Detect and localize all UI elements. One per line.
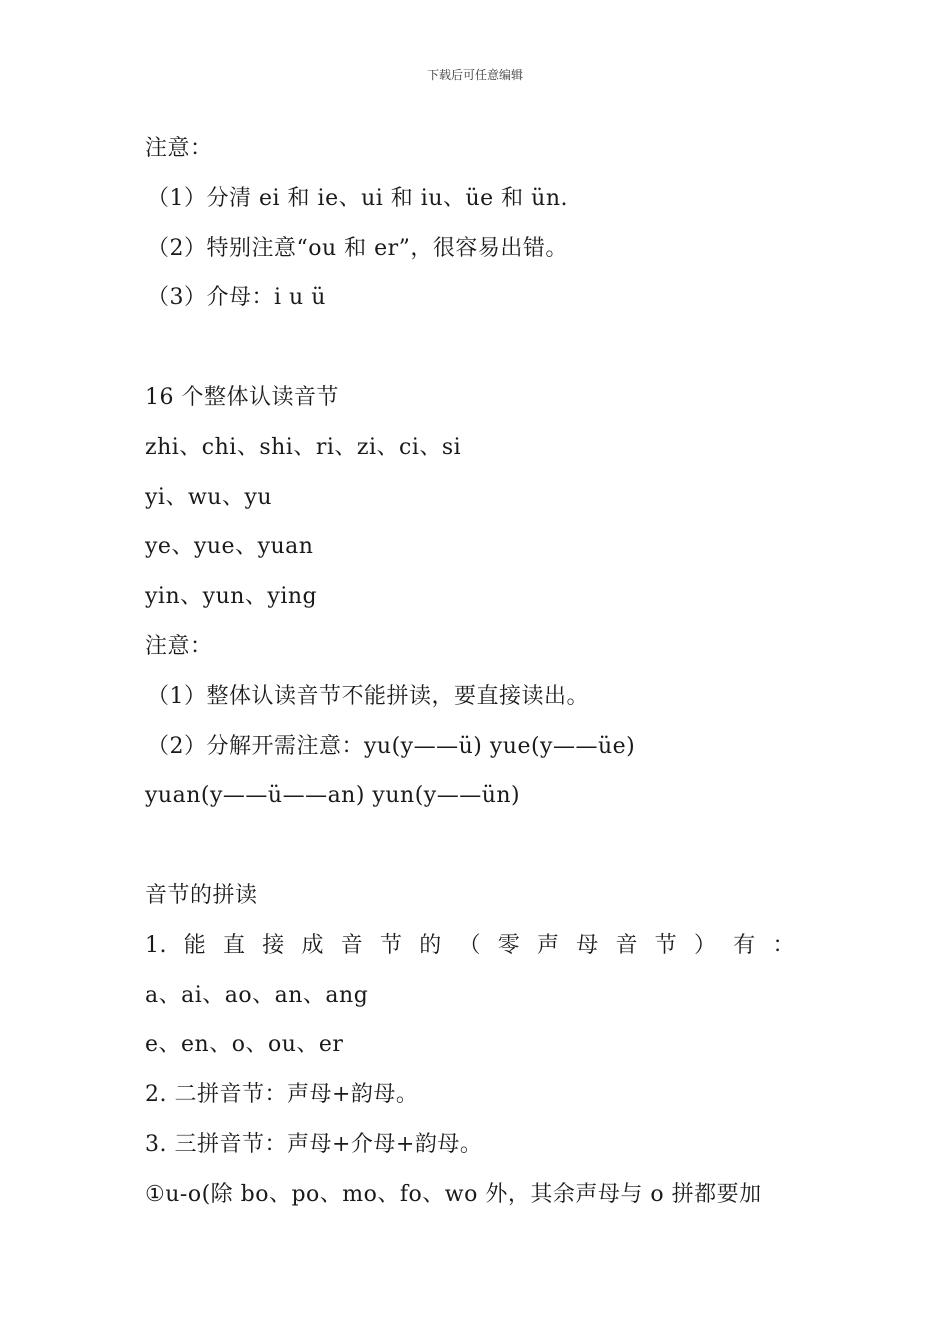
char: 节 xyxy=(654,932,678,958)
note-item-1: （1）分清 ei 和 ie、ui 和 iu、üe 和 ün. xyxy=(147,185,568,211)
syllable-row-2: yi、wu、yu xyxy=(145,484,273,510)
spacer xyxy=(145,827,815,877)
char: 成 xyxy=(301,932,324,958)
note2-item-2-continued: yuan(y——ü——an) yun(y——ün) xyxy=(145,783,521,809)
char: 的 xyxy=(419,932,442,958)
char: 节 xyxy=(379,932,403,958)
char: 能 xyxy=(183,932,207,958)
note-title: 注意： xyxy=(145,136,213,161)
syllable-row-4: yin、yun、ying xyxy=(145,584,318,610)
zero-initial-heading xyxy=(145,927,795,977)
char: 声 xyxy=(536,932,560,958)
note-item-3: （3）介母：i u ü xyxy=(147,285,326,311)
syllable-row-3: ye、yue、yuan xyxy=(145,534,314,560)
uo-rule: ①u-o(除 bo、po、mo、fo、wo 外，其余声母与 o 拼都要加 xyxy=(145,1181,762,1207)
char: ： xyxy=(772,932,795,958)
spacer xyxy=(145,329,815,379)
note2-item-1: （1）整体认读音节不能拼读，要直接读出。 xyxy=(147,683,589,709)
char: 直 xyxy=(222,932,246,958)
char: 音 xyxy=(615,932,638,958)
section-title-syllable-reading: 音节的拼读 xyxy=(145,882,258,908)
syllable-row-1: zhi、chi、shi、ri、zi、ci、si xyxy=(145,434,462,460)
document-body xyxy=(145,130,815,1226)
section-title-whole-syllables: 16 个整体认读音节 xyxy=(145,384,339,410)
char: 1. xyxy=(145,932,167,958)
char: ） xyxy=(693,932,717,958)
char: 零 xyxy=(497,932,521,958)
note-item-2: （2）特别注意“ou 和 er”，很容易出错。 xyxy=(147,235,568,261)
char: 母 xyxy=(576,932,599,958)
page-header: 下载后可任意编辑 xyxy=(426,68,523,82)
char: 接 xyxy=(262,932,285,958)
char: 有 xyxy=(733,932,756,958)
note2-item-2: （2）分解开需注意：yu(y——ü) yue(y——üe) xyxy=(147,733,636,759)
zero-initial-row-1: a、ai、ao、an、ang xyxy=(145,982,369,1008)
note-title-2: 注意： xyxy=(145,633,213,659)
char: 音 xyxy=(340,932,364,958)
two-part-syllable: 2. 二拼音节：声母+韵母。 xyxy=(145,1082,419,1108)
char: （ xyxy=(458,932,481,958)
zero-initial-row-2: e、en、o、ou、er xyxy=(145,1032,344,1058)
three-part-syllable: 3. 三拼音节：声母+介母+韵母。 xyxy=(145,1131,483,1157)
